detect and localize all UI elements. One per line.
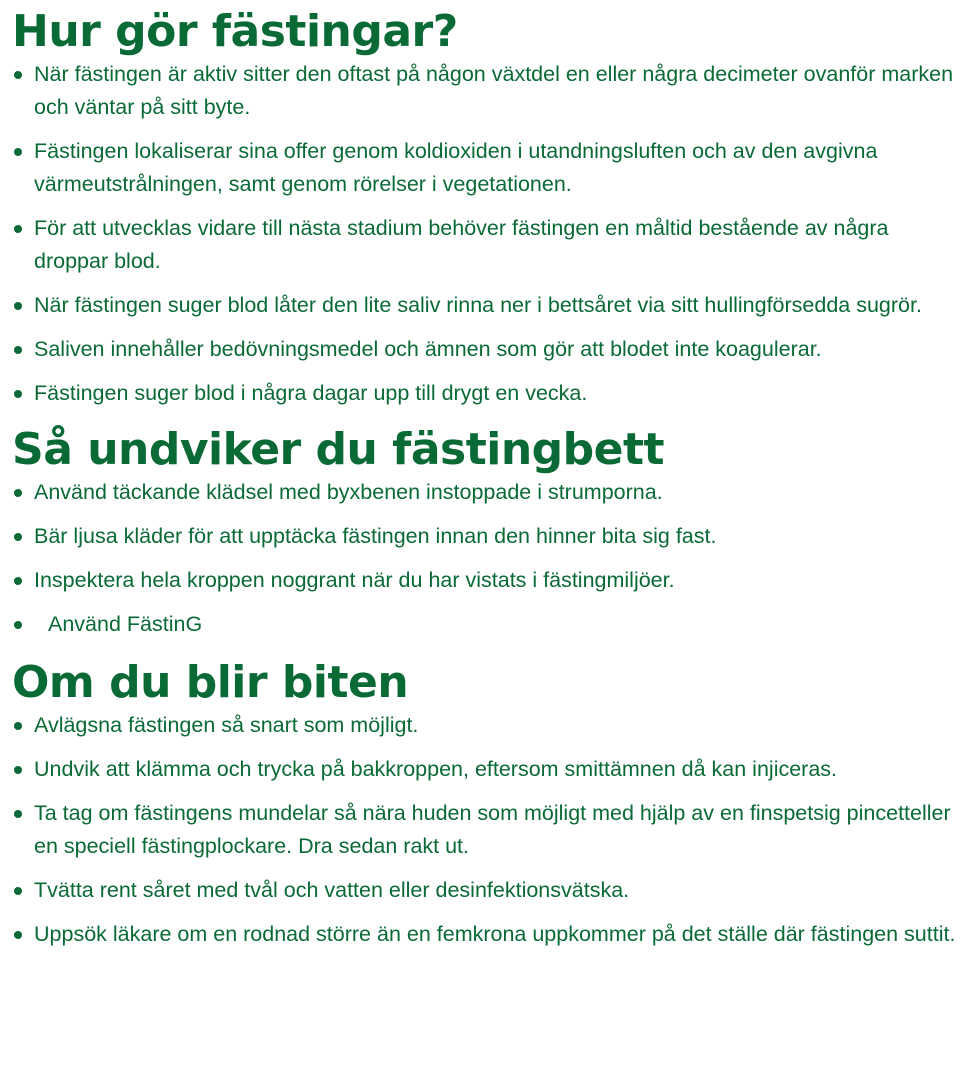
list-item-text: Ta tag om fästingens mundelar så nära huden som möjligt med hjälp av en finspetsig pincetteller en speciell fästingplockare. Dra sedan rakt ut. — [34, 801, 951, 858]
list-item — [12, 797, 956, 863]
bullet-icon — [14, 148, 22, 156]
list-item-text: När fästingen suger blod låter den lite saliv rinna ner i bettsåret via sitt hullingförsedda sugrör. — [34, 293, 922, 317]
heading-sa-undviker-du-fastingbett: Så undviker du fästingbett — [12, 424, 665, 475]
list-sa-undviker-du-fastingbett — [12, 476, 956, 641]
list-item — [12, 476, 956, 509]
list-item — [12, 289, 956, 322]
list-item — [12, 874, 956, 907]
bullet-icon — [14, 346, 22, 354]
bullet-icon — [14, 577, 22, 585]
bullet-icon — [14, 533, 22, 541]
list-item-text: Inspektera hela kroppen noggrant när du har vistats i fästingmiljöer. — [34, 568, 675, 592]
list-item-text: Avlägsna fästingen så snart som möjligt. — [34, 713, 419, 737]
bullet-icon — [14, 887, 22, 895]
list-item-text: När fästingen är aktiv sitter den oftast på någon växtdel en eller några decimeter ovanför marken och väntar på sitt byte. — [34, 62, 954, 119]
list-item — [12, 333, 956, 366]
list-item-text: Uppsök läkare om en rodnad större än en femkrona uppkommer på det ställe där fästingen suttit. — [34, 922, 956, 946]
list-item — [12, 564, 956, 597]
list-item-text: Använd täckande klädsel med byxbenen instoppade i strumporna. — [34, 480, 663, 504]
list-item-text: Tvätta rent såret med tvål och vatten eller desinfektionsvätska. — [34, 878, 630, 902]
list-hur-gor-fastingar — [12, 58, 956, 410]
list-item — [12, 212, 956, 278]
heading-om-du-blir-biten: Om du blir biten — [12, 657, 409, 708]
list-item — [12, 135, 956, 201]
bullet-icon — [14, 810, 22, 818]
list-item — [12, 58, 956, 124]
list-item-text: Fästingen suger blod i några dagar upp till drygt en vecka. — [34, 381, 588, 405]
list-item-text: Använd FästinG — [48, 612, 203, 636]
list-item — [12, 918, 956, 951]
list-item-text: Saliven innehåller bedövningsmedel och ämnen som gör att blodet inte koagulerar. — [34, 337, 822, 361]
list-item — [12, 377, 956, 410]
list-item — [12, 753, 956, 786]
bullet-icon — [14, 302, 22, 310]
list-om-du-blir-biten — [12, 709, 956, 951]
list-item-text: Bär ljusa kläder för att upptäcka fästingen innan den hinner bita sig fast. — [34, 524, 717, 548]
list-item-text: För att utvecklas vidare till nästa stadium behöver fästingen en måltid bestående av några droppar blod. — [34, 216, 889, 273]
bullet-icon — [14, 71, 22, 79]
list-item — [12, 709, 956, 742]
list-item — [12, 520, 956, 553]
bullet-icon — [14, 390, 22, 398]
bullet-icon — [14, 621, 22, 629]
bullet-icon — [14, 931, 22, 939]
bullet-icon — [14, 225, 22, 233]
heading-hur-gor-fastingar: Hur gör fästingar? — [12, 6, 458, 57]
list-item-text: Fästingen lokaliserar sina offer genom koldioxiden i utandningsluften och av den avgivna värmeutstrålningen, samt genom rörelser i vegetationen. — [34, 139, 878, 196]
list-item — [12, 608, 956, 641]
list-item-text: Undvik att klämma och trycka på bakkroppen, eftersom smittämnen då kan injiceras. — [34, 757, 838, 781]
bullet-icon — [14, 722, 22, 730]
bullet-icon — [14, 766, 22, 774]
document-page — [12, 0, 956, 962]
bullet-icon — [14, 489, 22, 497]
